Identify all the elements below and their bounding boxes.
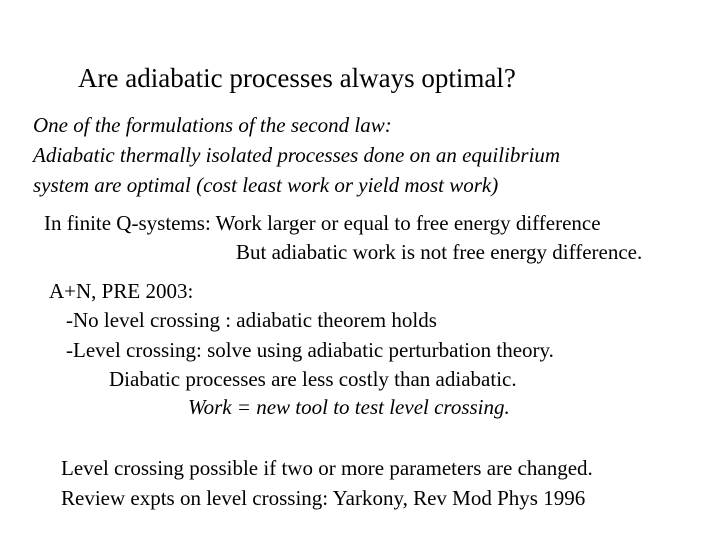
- second-law-line-1: One of the formulations of the second law:: [33, 113, 392, 137]
- work-new-tool-line: Work = new tool to test level crossing.: [188, 395, 510, 419]
- diabatic-processes-line: Diabatic processes are less costly than adiabatic.: [109, 367, 517, 391]
- no-level-crossing-item: -No level crossing : adiabatic theorem holds: [66, 308, 437, 332]
- second-law-line-3: system are optimal (cost least work or yield most work): [33, 173, 499, 197]
- reference-heading: A+N, PRE 2003:: [49, 279, 194, 303]
- slide-title: Are adiabatic processes always optimal?: [78, 63, 516, 93]
- level-crossing-item: -Level crossing: solve using adiabatic perturbation theory.: [66, 338, 554, 362]
- finite-q-line-2: But adiabatic work is not free energy difference.: [236, 240, 643, 264]
- finite-q-line-1: In finite Q-systems: Work larger or equal to free energy difference: [44, 211, 601, 235]
- closing-line-1: Level crossing possible if two or more parameters are changed.: [61, 456, 593, 480]
- closing-line-2: Review expts on level crossing: Yarkony, Rev Mod Phys 1996: [61, 486, 586, 510]
- second-law-line-2: Adiabatic thermally isolated processes done on an equilibrium: [33, 143, 561, 167]
